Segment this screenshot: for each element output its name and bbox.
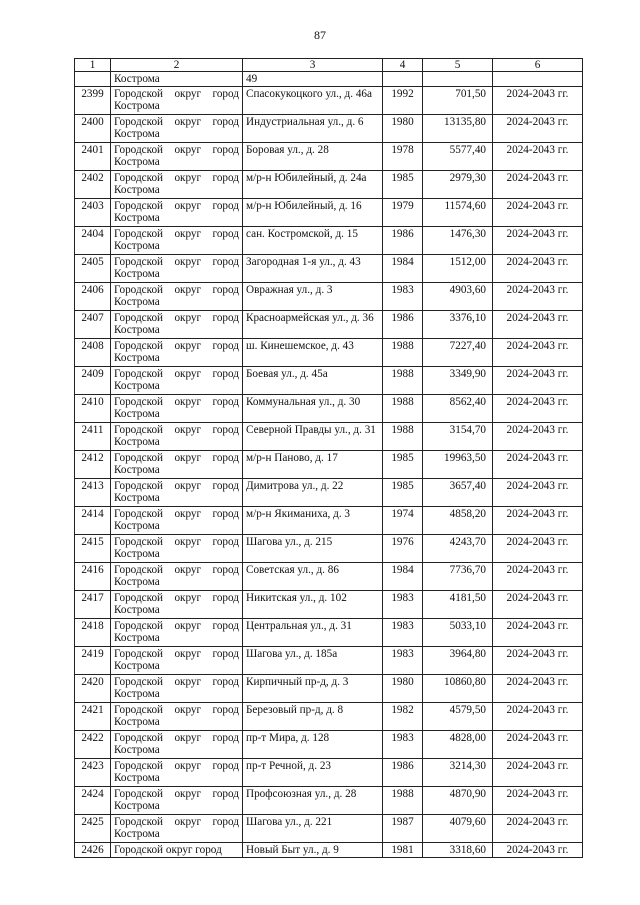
cell-area: 1512,00	[423, 255, 493, 283]
cell-year: 1980	[383, 115, 423, 143]
cell-period: 2024-2043 гг.	[493, 619, 583, 647]
cell-number: 2401	[75, 143, 111, 171]
table-row	[75, 759, 583, 787]
cell-district: Городской округ город Кострома	[111, 115, 243, 143]
table-row	[75, 479, 583, 507]
cell-period: 2024-2043 гг.	[493, 535, 583, 563]
cell-year: 1983	[383, 591, 423, 619]
cell-district: Городской округ город Кострома	[111, 143, 243, 171]
cell-number: 2412	[75, 451, 111, 479]
cell-district: Городской округ город Кострома	[111, 367, 243, 395]
table-row	[75, 563, 583, 591]
cell-number: 2425	[75, 815, 111, 843]
table-row	[75, 535, 583, 563]
cell-year: 1988	[383, 339, 423, 367]
cell-area: 4828,00	[423, 731, 493, 759]
cell-district: Городской округ город	[111, 843, 243, 858]
cell-number: 2426	[75, 843, 111, 858]
cell-district: Городской округ город Кострома	[111, 535, 243, 563]
cell-address: м/р-н Юбилейный, д. 16	[243, 199, 383, 227]
cell-address: Коммунальная ул., д. 30	[243, 395, 383, 423]
cell-area: 3657,40	[423, 479, 493, 507]
cell-address: Шагова ул., д. 185а	[243, 647, 383, 675]
cell-number: 2420	[75, 675, 111, 703]
column-number: 3	[243, 59, 383, 72]
cell-area: 3214,30	[423, 759, 493, 787]
cell-year: 1983	[383, 283, 423, 311]
cell-number: 2399	[75, 87, 111, 115]
cell-period: 2024-2043 гг.	[493, 451, 583, 479]
cell-number: 2408	[75, 339, 111, 367]
cell-period: 2024-2043 гг.	[493, 199, 583, 227]
table-row	[75, 255, 583, 283]
cell-district: Городской округ город Кострома	[111, 283, 243, 311]
cell-period: 2024-2043 гг.	[493, 759, 583, 787]
table-row	[75, 171, 583, 199]
cell-area: 11574,60	[423, 199, 493, 227]
cell-area: 4858,20	[423, 507, 493, 535]
cell-district: Городской округ город Кострома	[111, 647, 243, 675]
cell-year: 1988	[383, 367, 423, 395]
table-row	[75, 395, 583, 423]
cell-area: 701,50	[423, 87, 493, 115]
cell-area: 3154,70	[423, 423, 493, 451]
cell-district: Городской округ город Кострома	[111, 87, 243, 115]
column-number: 2	[111, 59, 243, 72]
cell-period: 2024-2043 гг.	[493, 367, 583, 395]
cell-address: Советская ул., д. 86	[243, 563, 383, 591]
cell-address: Центральная ул., д. 31	[243, 619, 383, 647]
cell-year: 1992	[383, 87, 423, 115]
cell-number: 2406	[75, 283, 111, 311]
cell-period: 2024-2043 гг.	[493, 731, 583, 759]
cell-area: 4903,60	[423, 283, 493, 311]
cell-period: 2024-2043 гг.	[493, 283, 583, 311]
cell-year: 1983	[383, 619, 423, 647]
table-row	[75, 143, 583, 171]
table-row	[75, 283, 583, 311]
cell-year: 1984	[383, 255, 423, 283]
cell-district: Городской округ город Кострома	[111, 759, 243, 787]
table-row	[75, 87, 583, 115]
column-number: 1	[75, 59, 111, 72]
cell-district: Городской округ город Кострома	[111, 199, 243, 227]
cell-period: 2024-2043 гг.	[493, 591, 583, 619]
cell-number: 2413	[75, 479, 111, 507]
cell-period: 2024-2043 гг.	[493, 507, 583, 535]
cell-area: 4870,90	[423, 787, 493, 815]
cell-district: Городской округ город Кострома	[111, 479, 243, 507]
cell-address: сан. Костромской, д. 15	[243, 227, 383, 255]
cell-address: пр-т Мира, д. 128	[243, 731, 383, 759]
cell-number: 2410	[75, 395, 111, 423]
table-row	[75, 619, 583, 647]
cell-number: 2415	[75, 535, 111, 563]
cell-address: м/р-н Юбилейный, д. 24а	[243, 171, 383, 199]
cell-number: 2418	[75, 619, 111, 647]
cell-year: 1988	[383, 423, 423, 451]
table-row	[75, 423, 583, 451]
registry-table	[74, 58, 583, 858]
cell-area: 7227,40	[423, 339, 493, 367]
cell-year: 1983	[383, 731, 423, 759]
cell-period: 2024-2043 гг.	[493, 143, 583, 171]
cell-address: Кирпичный пр-д, д. 3	[243, 675, 383, 703]
cell-district: Городской округ город Кострома	[111, 619, 243, 647]
cell-year: 1976	[383, 535, 423, 563]
cell-district: Городской округ город Кострома	[111, 815, 243, 843]
cell-address: 49	[243, 72, 383, 87]
cell-area: 5577,40	[423, 143, 493, 171]
cell-area: 4243,70	[423, 535, 493, 563]
cell-number: 2411	[75, 423, 111, 451]
cell-year: 1988	[383, 787, 423, 815]
cell-address: Индустриальная ул., д. 6	[243, 115, 383, 143]
cell-period: 2024-2043 гг.	[493, 675, 583, 703]
cell-number: 2409	[75, 367, 111, 395]
cell-number: 2417	[75, 591, 111, 619]
cell-area: 7736,70	[423, 563, 493, 591]
cell-period: 2024-2043 гг.	[493, 311, 583, 339]
cell-year: 1979	[383, 199, 423, 227]
cell-area: 3318,60	[423, 843, 493, 858]
cell-period	[493, 72, 583, 87]
cell-district: Городской округ город Кострома	[111, 507, 243, 535]
cell-area: 10860,80	[423, 675, 493, 703]
table-row	[75, 451, 583, 479]
cell-address: м/р-н Паново, д. 17	[243, 451, 383, 479]
table-row	[75, 787, 583, 815]
table-row	[75, 115, 583, 143]
cell-number: 2400	[75, 115, 111, 143]
cell-year: 1974	[383, 507, 423, 535]
cell-district: Городской округ город Кострома	[111, 339, 243, 367]
cell-period: 2024-2043 гг.	[493, 115, 583, 143]
cell-year: 1985	[383, 479, 423, 507]
cell-area: 13135,80	[423, 115, 493, 143]
cell-address: Никитская ул., д. 102	[243, 591, 383, 619]
cell-year: 1985	[383, 451, 423, 479]
cell-district: Городской округ город Кострома	[111, 311, 243, 339]
cell-period: 2024-2043 гг.	[493, 395, 583, 423]
cell-area: 4079,60	[423, 815, 493, 843]
cell-address: пр-т Речной, д. 23	[243, 759, 383, 787]
cell-area: 19963,50	[423, 451, 493, 479]
cell-period: 2024-2043 гг.	[493, 703, 583, 731]
cell-number: 2404	[75, 227, 111, 255]
cell-year: 1980	[383, 675, 423, 703]
cell-district: Городской округ город Кострома	[111, 675, 243, 703]
cell-address: м/р-н Якиманиха, д. 3	[243, 507, 383, 535]
cell-year	[383, 72, 423, 87]
cell-area: 5033,10	[423, 619, 493, 647]
page-number: 87	[314, 28, 326, 42]
cell-address: Овражная ул., д. 3	[243, 283, 383, 311]
cell-period: 2024-2043 гг.	[493, 843, 583, 858]
cell-district: Городской округ город Кострома	[111, 171, 243, 199]
cell-period: 2024-2043 гг.	[493, 647, 583, 675]
cell-address: Шагова ул., д. 215	[243, 535, 383, 563]
cell-number: 2424	[75, 787, 111, 815]
cell-year: 1983	[383, 647, 423, 675]
cell-area: 8562,40	[423, 395, 493, 423]
column-number: 6	[493, 59, 583, 72]
cell-number: 2422	[75, 731, 111, 759]
cell-address: Березовый пр-д, д. 8	[243, 703, 383, 731]
cell-address: Боровая ул., д. 28	[243, 143, 383, 171]
cell-area: 3376,10	[423, 311, 493, 339]
cell-district: Городской округ город Кострома	[111, 451, 243, 479]
cell-year: 1986	[383, 227, 423, 255]
cell-year: 1982	[383, 703, 423, 731]
cell-area: 3349,90	[423, 367, 493, 395]
cell-number: 2414	[75, 507, 111, 535]
cell-area: 3964,80	[423, 647, 493, 675]
cell-district: Кострома	[111, 72, 243, 87]
cell-address: Красноармейская ул., д. 36	[243, 311, 383, 339]
cell-district: Городской округ город Кострома	[111, 227, 243, 255]
table-row	[75, 703, 583, 731]
cell-period: 2024-2043 гг.	[493, 815, 583, 843]
cell-number: 2421	[75, 703, 111, 731]
cell-address: Боевая ул., д. 45а	[243, 367, 383, 395]
cell-period: 2024-2043 гг.	[493, 255, 583, 283]
cell-year: 1986	[383, 759, 423, 787]
cell-period: 2024-2043 гг.	[493, 87, 583, 115]
table-row	[75, 199, 583, 227]
cell-number: 2403	[75, 199, 111, 227]
cell-area	[423, 72, 493, 87]
cell-period: 2024-2043 гг.	[493, 423, 583, 451]
cell-address: Загородная 1-я ул., д. 43	[243, 255, 383, 283]
cell-year: 1984	[383, 563, 423, 591]
cell-period: 2024-2043 гг.	[493, 171, 583, 199]
cell-area: 4181,50	[423, 591, 493, 619]
cell-period: 2024-2043 гг.	[493, 339, 583, 367]
cell-district: Городской округ город Кострома	[111, 731, 243, 759]
column-number: 5	[423, 59, 493, 72]
table-row	[75, 311, 583, 339]
cell-number: 2405	[75, 255, 111, 283]
cell-district: Городской округ город Кострома	[111, 703, 243, 731]
cell-district: Городской округ город Кострома	[111, 423, 243, 451]
cell-number: 2419	[75, 647, 111, 675]
cell-area: 1476,30	[423, 227, 493, 255]
cell-address: Шагова ул., д. 221	[243, 815, 383, 843]
cell-address: Димитрова ул., д. 22	[243, 479, 383, 507]
cell-year: 1981	[383, 843, 423, 858]
table-row	[75, 675, 583, 703]
cell-address: ш. Кинешемское, д. 43	[243, 339, 383, 367]
table-row	[75, 647, 583, 675]
table-row	[75, 731, 583, 759]
cell-number	[75, 72, 111, 87]
cell-area: 4579,50	[423, 703, 493, 731]
cell-year: 1978	[383, 143, 423, 171]
cell-area: 2979,30	[423, 171, 493, 199]
cell-number: 2407	[75, 311, 111, 339]
table-row	[75, 227, 583, 255]
cell-period: 2024-2043 гг.	[493, 563, 583, 591]
cell-district: Городской округ город Кострома	[111, 563, 243, 591]
cell-number: 2402	[75, 171, 111, 199]
cell-district: Городской округ город Кострома	[111, 787, 243, 815]
cell-period: 2024-2043 гг.	[493, 227, 583, 255]
cell-number: 2423	[75, 759, 111, 787]
cell-district: Городской округ город Кострома	[111, 591, 243, 619]
cell-address: Северной Правды ул., д. 31	[243, 423, 383, 451]
table-row	[75, 367, 583, 395]
cell-address: Новый Быт ул., д. 9	[243, 843, 383, 858]
cell-district: Городской округ город Кострома	[111, 255, 243, 283]
table-row	[75, 843, 583, 858]
cell-year: 1988	[383, 395, 423, 423]
cell-year: 1985	[383, 171, 423, 199]
table-row	[75, 591, 583, 619]
table-row	[75, 815, 583, 843]
column-number: 4	[383, 59, 423, 72]
cell-address: Спасокукоцкого ул., д. 46а	[243, 87, 383, 115]
cell-year: 1987	[383, 815, 423, 843]
cell-district: Городской округ город Кострома	[111, 395, 243, 423]
column-number-row	[75, 59, 583, 72]
registry-table-body	[75, 59, 583, 858]
cell-year: 1986	[383, 311, 423, 339]
table-row	[75, 507, 583, 535]
cell-number: 2416	[75, 563, 111, 591]
table-row	[75, 339, 583, 367]
cell-period: 2024-2043 гг.	[493, 787, 583, 815]
cell-address: Профсоюзная ул., д. 28	[243, 787, 383, 815]
continuation-row	[75, 72, 583, 87]
cell-period: 2024-2043 гг.	[493, 479, 583, 507]
